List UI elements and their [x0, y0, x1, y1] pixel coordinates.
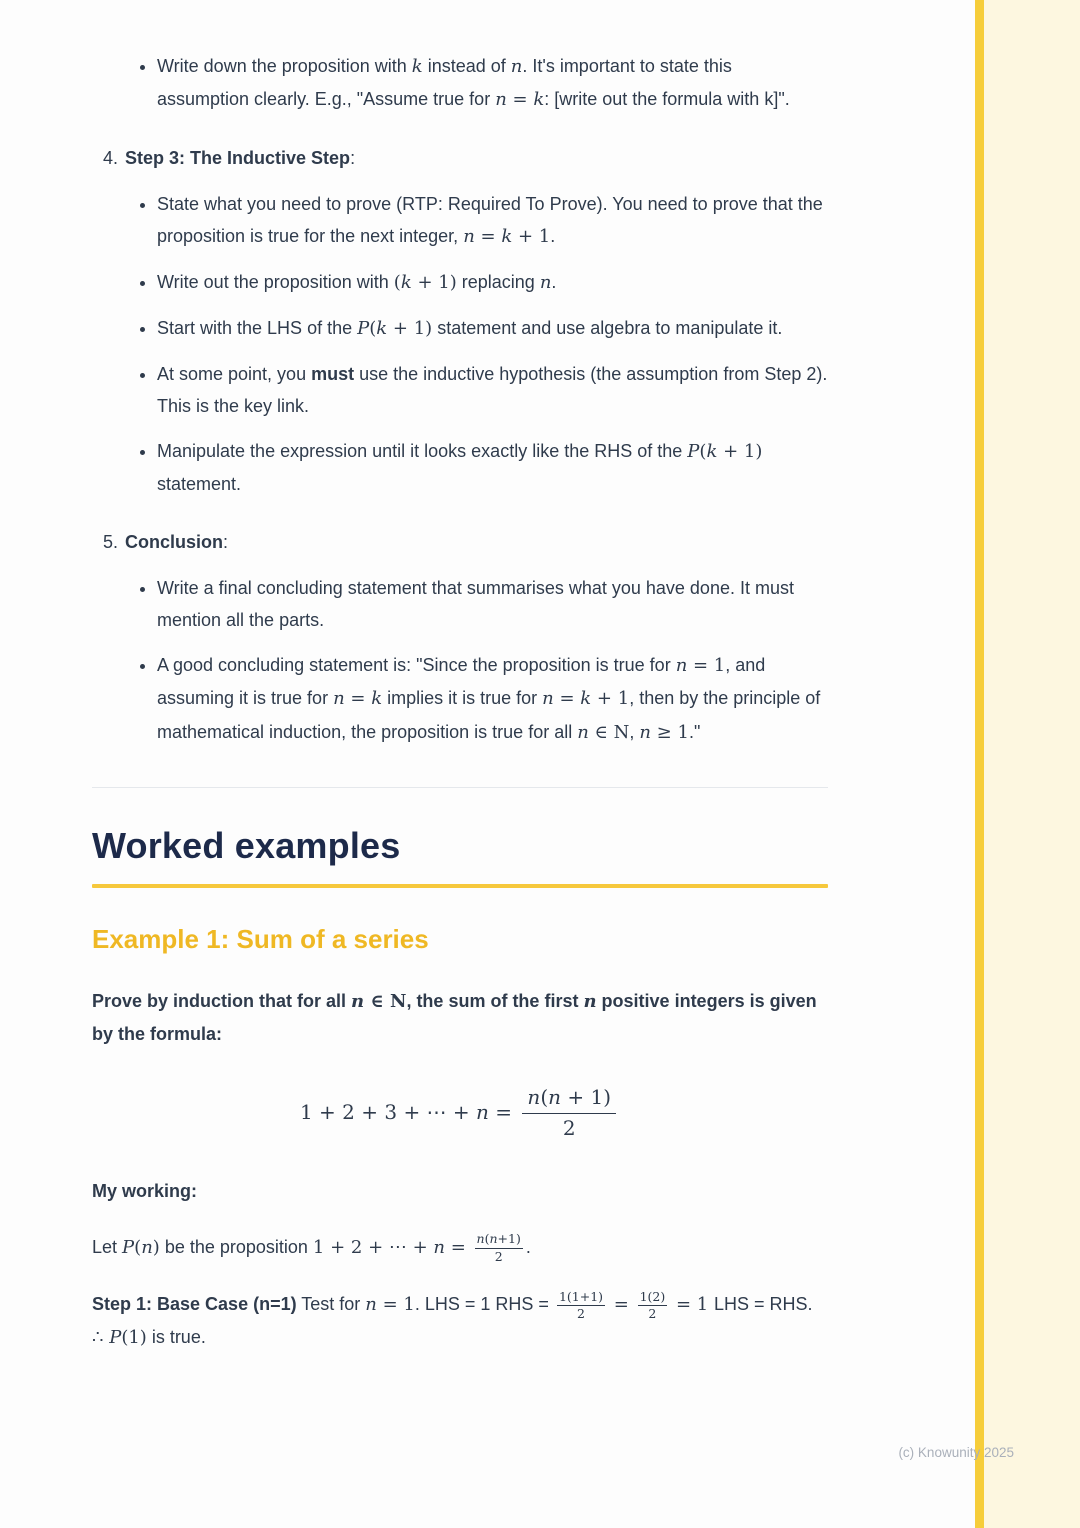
bullet-item: • A good concluding statement is: "Since the proposition is true for n = 1, and assuming it is true for n = k implies it is true for n = k + 1, then by the principle of mathematical induction, the proposition is true for all n ∈ N, n ≥ 1."	[157, 649, 828, 748]
bullet-item: • Start with the LHS of the P(k + 1) statement and use algebra to manipulate it.	[157, 312, 828, 345]
step1-base-case-paragraph: Step 1: Base Case (n=1) Test for n = 1. LHS = 1 RHS = $\frac{1(1+1)}{2}$ = $\frac{1(2)}{2}$ = 1 LHS = RHS. ∴ P(1) is true.	[92, 1288, 813, 1349]
item-number: 5.	[103, 532, 119, 553]
numbered-item-conclusion	[92, 526, 828, 748]
bullet-item: • Write down the proposition with k instead of n. It's important to state this assumption clearly. E.g., "Assume true for n = k: [write out the formula with k]".	[157, 50, 828, 116]
content-area	[92, 0, 828, 1354]
bullet-item: • At some point, you must use the inductive hypothesis (the assumption from Step 2). This is the key link.	[157, 358, 828, 422]
heading-worked-examples: Worked examples	[92, 824, 401, 866]
bullet-list-step2	[92, 50, 828, 116]
heading-example-1: Example 1: Sum of a series	[92, 923, 429, 954]
numbered-item-title	[103, 142, 828, 174]
item-title-text: Conclusion:	[125, 532, 229, 553]
my-working-label: My working:	[92, 1180, 198, 1201]
numbered-item-step3	[92, 142, 828, 500]
bullet-item: • State what you need to prove (RTP: Required To Prove). You need to prove that the proposition is true for the next integer, n = k + 1.	[157, 188, 828, 253]
item-number: 4.	[103, 148, 119, 169]
numbered-item-title	[103, 526, 828, 558]
bullet-item: • Manipulate the expression until it looks exactly like the RHS of the P(k + 1) statement.	[157, 435, 828, 500]
heading-underline	[92, 884, 828, 888]
bullet-list-step3	[92, 188, 828, 500]
display-formula: 1 + 2 + 3 + ⋯ + n = $\frac{n(n + 1)}{2}$	[92, 1086, 828, 1141]
bullet-list-conclusion	[92, 572, 828, 748]
footer-copyright: (c) Knowunity 2025	[898, 1445, 1014, 1460]
page-edge-stripe	[975, 0, 984, 1528]
section-divider	[92, 787, 828, 788]
bullet-item: • Write out the proposition with (k + 1) replacing n.	[157, 266, 828, 299]
prove-statement: Prove by induction that for all n ∈ N, the sum of the first n positive integers is given by the formula:	[92, 990, 817, 1044]
page-edge-margin	[984, 0, 1080, 1528]
bullet-item: • Write a final concluding statement that summarises what you have done. It must mention all the parts.	[157, 572, 828, 636]
let-proposition-paragraph: Let P(n) be the proposition 1 + 2 + ⋯ + n = $\frac{n(n+1)}{2}$ .	[92, 1231, 531, 1264]
item-title-text: Step 3: The Inductive Step:	[125, 148, 356, 169]
